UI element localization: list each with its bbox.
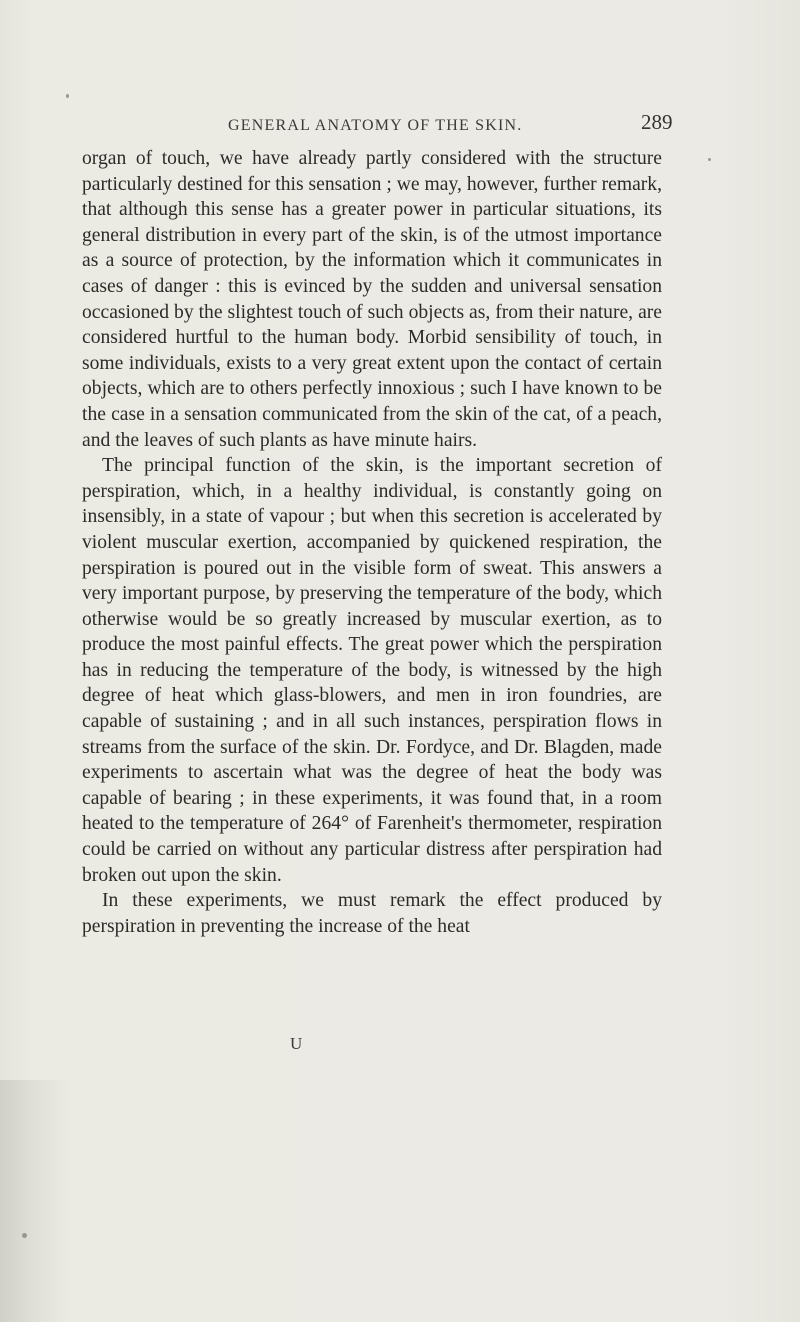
paper-blemish — [66, 94, 69, 98]
paper-blemish — [22, 1233, 27, 1238]
paragraph-touch: organ of touch, we have already partly considered with the structure particularly destined for this sensation ; we may, however, further remark, that although this sense has a greater power in particular situations, its general distribution in every part of the skin, is of the utmost importance as a source of protection, by the information which it communicates in cases of danger : this is evinced by the sudden and universal sensation occasioned by the slightest touch of such objects as, from their nature, are considered hurtful to the human body. Morbid sensibility of touch, in some individuals, exists to a very great extent upon the contact of certain objects, which are to others perfectly innoxious ; such I have known to be the case in a sensation communicated from the skin of the cat, of a peach, and the leaves of such plants as have minute hairs. — [82, 148, 662, 451]
running-head: GENERAL ANATOMY OF THE SKIN. — [228, 117, 523, 134]
signature-mark: U — [290, 1034, 303, 1053]
page-number: 289 — [641, 110, 673, 134]
body-text — [82, 146, 662, 939]
paragraph-experiments: In these experiments, we must remark the effect produced by perspiration in preventing the increase of the heat — [82, 890, 662, 937]
paragraph-perspiration: The principal function of the skin, is the important secretion of perspiration, which, in a healthy individual, is constantly going on insensibly, in a state of vapour ; but when this secretion is accelerated by violent muscular exertion, accompanied by quickened respiration, the perspiration is poured out in the visible form of sweat. This answers a very important purpose, by preserving the temperature of the body, which otherwise would be so greatly increased by muscular exertion, as to produce the most painful effects. The great power which the perspiration has in reducing the temperature of the body, is witnessed by the high degree of heat which glass-blowers, and men in iron foundries, are capable of sustaining ; and in all such instances, perspiration flows in streams from the surface of the skin. Dr. Fordyce, and Dr. Blagden, made experiments to ascertain what was the degree of heat the body was capable of bearing ; in these experiments, it was found that, in a room heated to the temperature of 264° of Farenheit's thermometer, respiration could be carried on without any particular distress after perspiration had broken out upon the skin. — [82, 455, 662, 886]
paper-blemish — [708, 158, 711, 161]
